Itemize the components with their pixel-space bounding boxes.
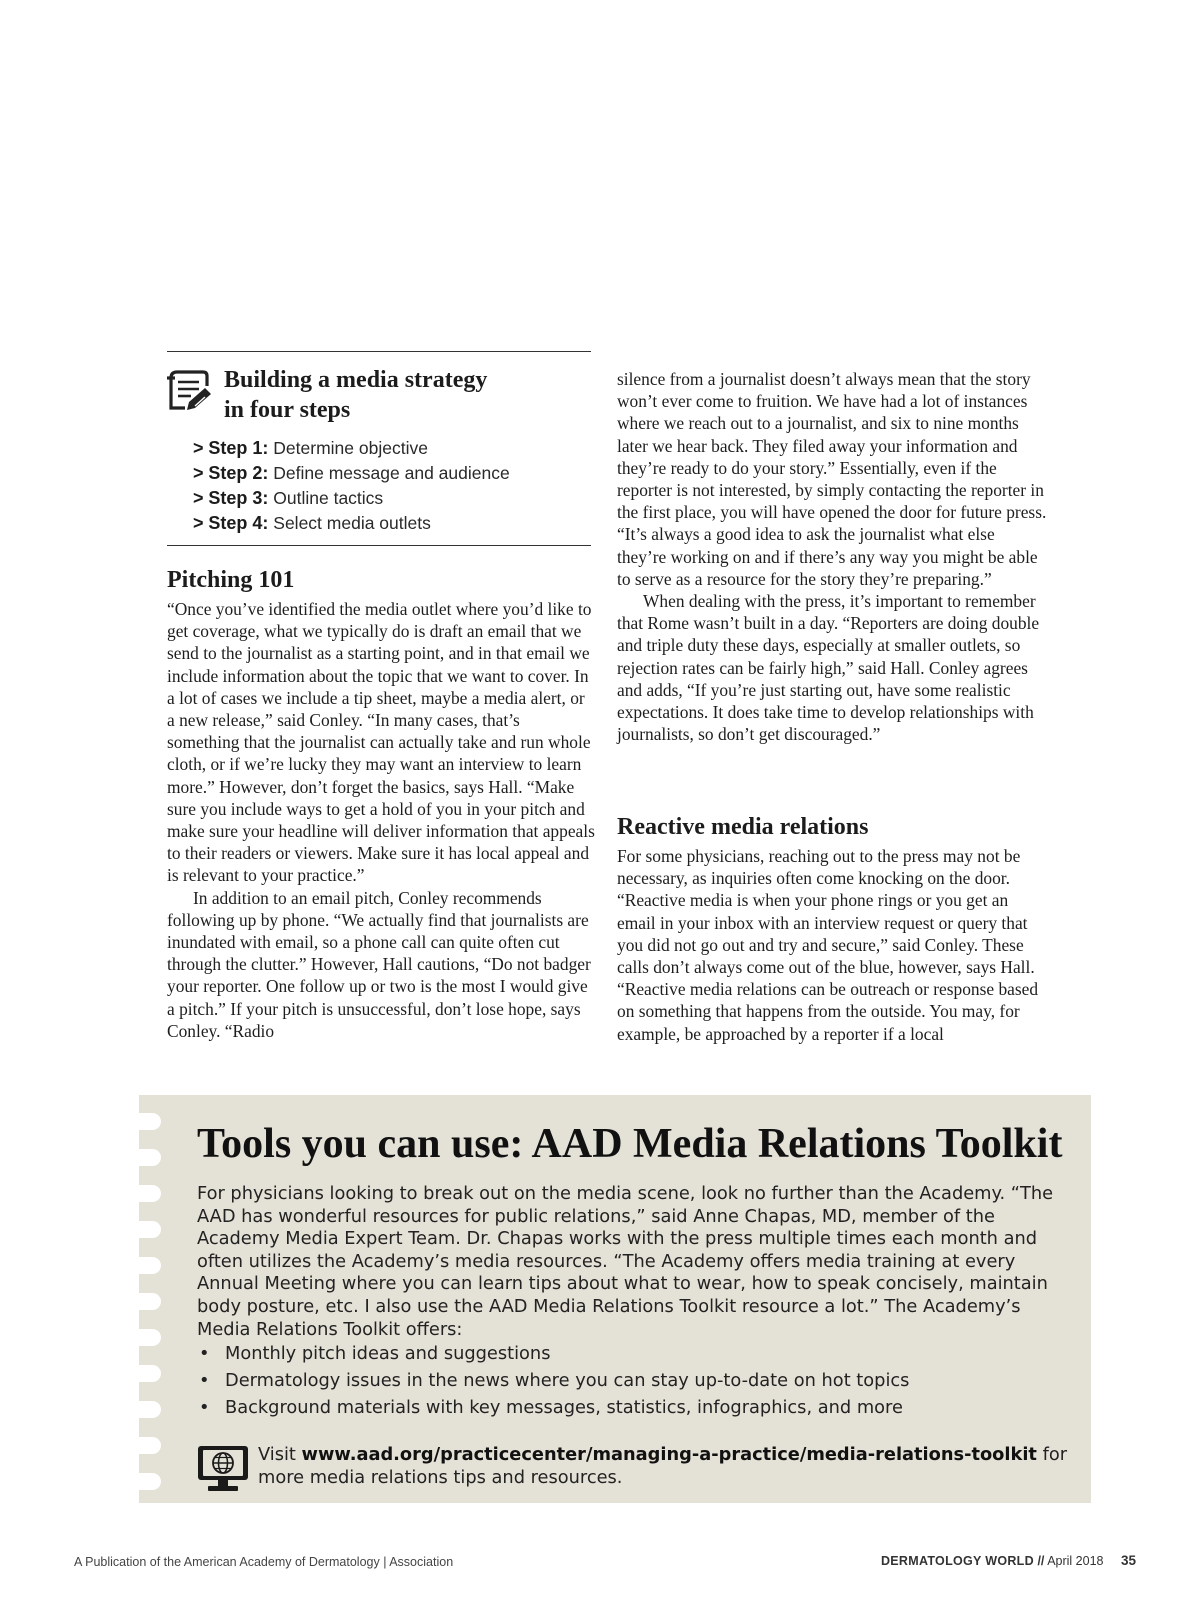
step-item [193,436,593,461]
bullet-glyph: • [199,1397,210,1418]
body-paragraph: “Once you’ve identified the media outlet where you’d like to get coverage, what we typically do is draft an email that we send to the journalist as a starting point, and in that email we include information about the topic that we want to cover. In a lot of cases we include a tip sheet, maybe a media alert, or a new release,” said Conley. “In many cases, that’s something that the journalist can actually take and run whole cloth, or if we’re lucky they may want an interview to learn more.” However, don’t forget the basics, says Hall. “Make sure you include ways to get a hold of you in your pitch and make sure your headline will deliver information that appeals to their readers or viewers. Make sure it has local appeal and is relevant to your practice.” [167,599,595,886]
notebook-hole [139,1149,161,1166]
step-marker: > [193,463,204,483]
visit-prefix: Visit [258,1444,296,1465]
notebook-hole [139,1185,161,1202]
step-text: Determine objective [273,438,428,458]
footer-publication: A Publication of the American Academy of Dermatology | Association [74,1555,454,1569]
step-label: Step 1: [208,438,269,458]
list-item [197,1394,1077,1421]
page-number: 35 [1120,1553,1136,1568]
body-paragraph: For some physicians, reaching out to the press may not be necessary, as inquiries often come knocking on the door. “Reactive media is when your phone rings or you get an email in your inbox with an interview request or query that you did not go out and try and secure,” said Conley. These calls don’t always come out of the blue, however, says Hall. “Reactive media relations can be outreach or response based on something that happens from the outside. You may, for example, be approached by a reporter if a local [617,846,1039,1044]
step-item [193,511,593,536]
pitching-heading: Pitching 101 [167,567,295,593]
visit-suffix: for more media relations tips and resources. [258,1444,1068,1488]
step-item [193,461,593,486]
bullet-glyph: • [199,1370,210,1391]
footer-separator: // [1037,1554,1045,1568]
pitching-body [167,598,595,1042]
step-text: Define message and audience [273,463,510,483]
body-paragraph: silence from a journalist doesn’t always mean that the story won’t ever come to fruition. We have had a lot of instances where we reach out to a journalist, and six to nine months later we hear back. They filed away your information and they’re ready to do your story.” Essentially, even if the reporter is not interested, by simply contacting the reporter in the first place, you will have opened the door for future press. “It’s always a good idea to ask the journalist what else they’re working on and if there’s any way you might be able to serve as a resource for the story they’re preparing.” [617,369,1047,589]
steps-box-bottom-rule [167,545,591,546]
toolkit-title: Tools you can use: AAD Media Relations Toolkit [197,1121,1063,1167]
visit-line [258,1444,1078,1489]
notebook-hole [139,1401,161,1418]
steps-heading-line2: in four steps [224,397,351,423]
notebook-hole [139,1293,161,1310]
notebook-hole [139,1113,161,1130]
notebook-hole [139,1329,161,1346]
list-item [197,1367,1077,1394]
checklist-pencil-icon [165,368,215,418]
step-label: Step 4: [208,513,269,533]
steps-box-heading [224,365,584,425]
bullet-text: Background materials with key messages, statistics, infographics, and more [225,1397,903,1418]
reactive-body [617,845,1047,1045]
body-paragraph: When dealing with the press, it’s important to remember that Rome wasn’t built in a day. “Reporters are doing double and triple duty these days, especially at smaller outlets, so rejection rates can be fairly high,” said Hall. Conley agrees and adds, “If you’re just starting out, have some realistic expectations. It does take time to develop relationships with journalists, so don’t get discouraged.” [617,591,1040,745]
notebook-hole [139,1437,161,1454]
steps-heading-line1: Building a media strategy [224,367,488,393]
computer-globe-icon [196,1444,250,1494]
toolkit-intro: For physicians looking to break out on the media scene, look no further than the Academy. “The AAD has wonderful resources for public relations,” said Anne Chapas, MD, member of the Academy Media Expert Team. Dr. Chapas works with the press multiple times each month and often utilizes the Academy’s media resources. “The Academy offers media training at every Annual Meeting where you can learn tips about what to wear, how to speak concisely, maintain body posture, etc. I also use the AAD Media Relations Toolkit resource a lot.” The Academy’s Media Relations Toolkit offers: [197,1183,1054,1340]
list-item [197,1340,1077,1367]
bullet-text: Dermatology issues in the news where you can stay up-to-date on hot topics [225,1370,910,1391]
step-label: Step 2: [208,463,269,483]
step-text: Outline tactics [273,488,384,508]
steps-list [193,436,593,536]
notebook-hole [139,1221,161,1238]
reactive-heading: Reactive media relations [617,814,869,840]
step-marker: > [193,513,204,533]
body-paragraph: In addition to an email pitch, Conley recommends following up by phone. “We actually find that journalists are inundated with email, so a phone call can quite often cut through the clutter.” However, Hall cautions, “Do not badger your reporter. One follow up or two is the most I would give a pitch.” If your pitch is unsuccessful, don’t lose hope, says Conley. “Radio [167,887,591,1041]
step-marker: > [193,438,204,458]
step-text: Select media outlets [273,513,431,533]
notebook-hole [139,1365,161,1382]
notebook-hole [139,1257,161,1274]
steps-box-top-rule [167,351,591,352]
footer-issue-info [881,1553,1136,1568]
notebook-hole [139,1473,161,1490]
step-marker: > [193,488,204,508]
right-column-body [617,368,1047,745]
footer-issue: April 2018 [1047,1554,1104,1568]
footer-magazine: DERMATOLOGY WORLD [880,1554,1034,1568]
step-item [193,486,593,511]
bullet-text: Monthly pitch ideas and suggestions [225,1343,551,1364]
step-label: Step 3: [208,488,269,508]
bullet-glyph: • [199,1343,210,1364]
toolkit-bullet-list [197,1340,1077,1421]
toolkit-url-link[interactable]: www.aad.org/practicecenter/managing-a-practice/media-relations-toolkit [301,1444,1037,1465]
